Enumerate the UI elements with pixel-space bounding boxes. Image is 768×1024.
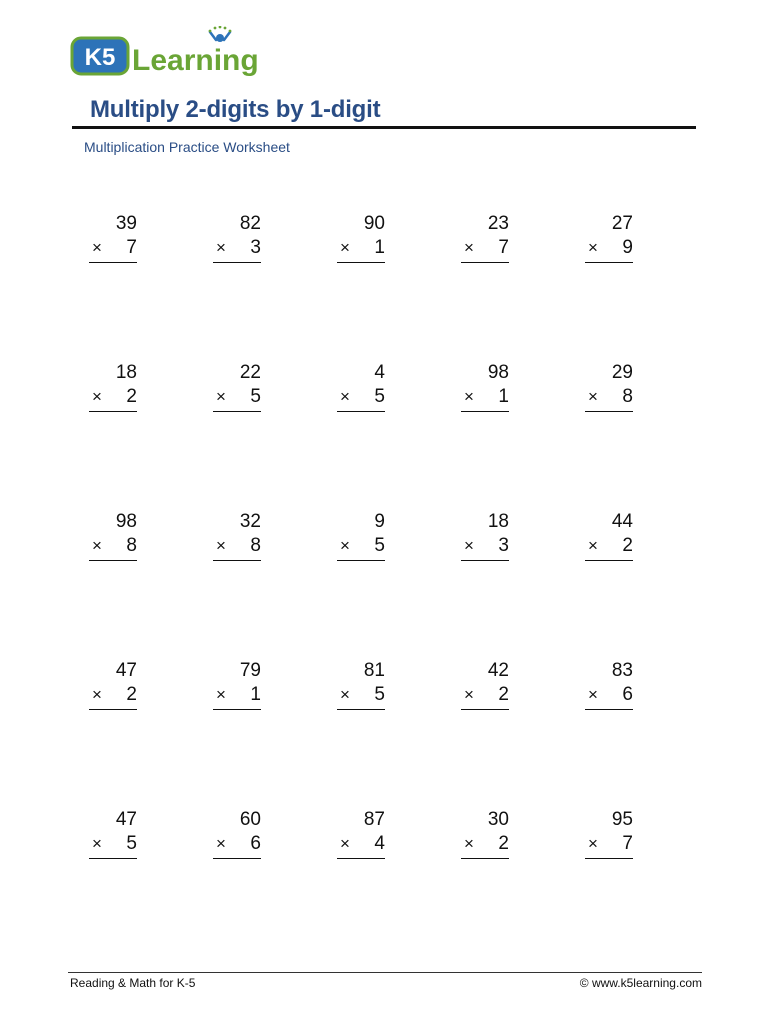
answer-line bbox=[461, 411, 509, 412]
multiplier-line bbox=[337, 534, 385, 558]
multiplicand: 79 bbox=[239, 660, 261, 681]
answer-line bbox=[461, 858, 509, 859]
multiplication-problem bbox=[89, 212, 137, 263]
multiplication-problem bbox=[337, 212, 385, 263]
multiplicand: 27 bbox=[611, 213, 633, 234]
times-sign: × bbox=[216, 536, 226, 555]
multiplication-problem bbox=[213, 659, 261, 710]
times-sign: × bbox=[340, 685, 350, 704]
times-sign: × bbox=[588, 536, 598, 555]
multiplier: 4 bbox=[374, 833, 385, 854]
multiplicand: 98 bbox=[487, 362, 509, 383]
multiplier: 2 bbox=[126, 684, 137, 705]
answer-line bbox=[89, 858, 137, 859]
multiplier-line bbox=[213, 385, 261, 409]
multiplicand: 39 bbox=[115, 213, 137, 234]
answer-line bbox=[461, 560, 509, 561]
answer-line bbox=[461, 709, 509, 710]
multiplicand: 47 bbox=[115, 660, 137, 681]
logo-word-text: Learning bbox=[132, 44, 259, 77]
multiplicand: 90 bbox=[363, 213, 385, 234]
multiplier-line bbox=[461, 385, 509, 409]
multiplication-problem bbox=[213, 808, 261, 859]
multiplicand: 18 bbox=[115, 362, 137, 383]
multiplicand: 60 bbox=[239, 809, 261, 830]
multiplier-line bbox=[337, 236, 385, 260]
multiplier-line bbox=[585, 385, 633, 409]
times-sign: × bbox=[588, 834, 598, 853]
multiplier: 7 bbox=[126, 237, 137, 258]
times-sign: × bbox=[92, 238, 102, 257]
multiplier-line bbox=[337, 385, 385, 409]
answer-line bbox=[337, 411, 385, 412]
multiplicand: 44 bbox=[611, 511, 633, 532]
times-sign: × bbox=[92, 536, 102, 555]
multiplication-problem bbox=[337, 510, 385, 561]
footer-divider bbox=[68, 972, 702, 973]
multiplicand: 18 bbox=[487, 511, 509, 532]
times-sign: × bbox=[340, 238, 350, 257]
multiplier: 5 bbox=[374, 535, 385, 556]
times-sign: × bbox=[92, 685, 102, 704]
answer-line bbox=[213, 262, 261, 263]
answer-line bbox=[213, 411, 261, 412]
times-sign: × bbox=[340, 834, 350, 853]
multiplier-line bbox=[89, 385, 137, 409]
multiplier-line bbox=[585, 236, 633, 260]
multiplication-problem bbox=[461, 361, 509, 412]
multiplicand: 98 bbox=[115, 511, 137, 532]
answer-line bbox=[585, 858, 633, 859]
answer-line bbox=[213, 709, 261, 710]
multiplication-problem bbox=[89, 659, 137, 710]
multiplication-problem bbox=[89, 808, 137, 859]
answer-line bbox=[337, 262, 385, 263]
multiplier-line bbox=[213, 236, 261, 260]
times-sign: × bbox=[340, 536, 350, 555]
times-sign: × bbox=[340, 387, 350, 406]
multiplication-problem bbox=[585, 659, 633, 710]
multiplier-line bbox=[213, 832, 261, 856]
answer-line bbox=[337, 709, 385, 710]
multiplication-problem bbox=[89, 510, 137, 561]
multiplication-problem bbox=[213, 212, 261, 263]
multiplier: 8 bbox=[126, 535, 137, 556]
times-sign: × bbox=[464, 238, 474, 257]
multiplier-line bbox=[337, 832, 385, 856]
multiplicand: 87 bbox=[363, 809, 385, 830]
multiplication-problem bbox=[461, 659, 509, 710]
times-sign: × bbox=[464, 387, 474, 406]
times-sign: × bbox=[216, 387, 226, 406]
footer-tagline: Reading & Math for K-5 bbox=[70, 976, 196, 990]
multiplier: 5 bbox=[126, 833, 137, 854]
multiplier: 3 bbox=[250, 237, 261, 258]
multiplication-problem bbox=[337, 361, 385, 412]
times-sign: × bbox=[588, 685, 598, 704]
multiplier-line bbox=[213, 534, 261, 558]
answer-line bbox=[213, 560, 261, 561]
multiplier-line bbox=[461, 534, 509, 558]
times-sign: × bbox=[216, 685, 226, 704]
answer-line bbox=[585, 560, 633, 561]
multiplication-problem bbox=[585, 212, 633, 263]
times-sign: × bbox=[216, 238, 226, 257]
multiplier: 7 bbox=[622, 833, 633, 854]
times-sign: × bbox=[464, 834, 474, 853]
logo-badge-text: K5 bbox=[84, 44, 116, 71]
multiplicand: 23 bbox=[487, 213, 509, 234]
multiplier: 2 bbox=[498, 833, 509, 854]
multiplier-line bbox=[337, 683, 385, 707]
multiplicand: 4 bbox=[374, 362, 385, 383]
multiplier-line bbox=[585, 832, 633, 856]
multiplier-line bbox=[89, 832, 137, 856]
times-sign: × bbox=[464, 536, 474, 555]
page-title: Multiply 2-digits by 1-digit bbox=[90, 96, 381, 123]
multiplicand: 30 bbox=[487, 809, 509, 830]
multiplier-line bbox=[461, 683, 509, 707]
multiplicand: 81 bbox=[363, 660, 385, 681]
times-sign: × bbox=[588, 238, 598, 257]
multiplication-problem bbox=[213, 510, 261, 561]
answer-line bbox=[89, 411, 137, 412]
times-sign: × bbox=[588, 387, 598, 406]
multiplier: 1 bbox=[498, 386, 509, 407]
multiplier: 5 bbox=[374, 684, 385, 705]
multiplier: 3 bbox=[498, 535, 509, 556]
multiplier-line bbox=[213, 683, 261, 707]
multiplier: 2 bbox=[622, 535, 633, 556]
multiplicand: 9 bbox=[374, 511, 385, 532]
multiplier-line bbox=[461, 236, 509, 260]
multiplicand: 47 bbox=[115, 809, 137, 830]
times-sign: × bbox=[464, 685, 474, 704]
times-sign: × bbox=[216, 834, 226, 853]
multiplier: 6 bbox=[250, 833, 261, 854]
answer-line bbox=[89, 709, 137, 710]
multiplication-problem bbox=[461, 212, 509, 263]
answer-line bbox=[461, 262, 509, 263]
multiplication-problem bbox=[337, 808, 385, 859]
multiplicand: 42 bbox=[487, 660, 509, 681]
answer-line bbox=[585, 262, 633, 263]
multiplier: 9 bbox=[622, 237, 633, 258]
multiplier-line bbox=[89, 683, 137, 707]
answer-line bbox=[337, 560, 385, 561]
answer-line bbox=[213, 858, 261, 859]
multiplier: 6 bbox=[622, 684, 633, 705]
multiplication-problem bbox=[585, 808, 633, 859]
times-sign: × bbox=[92, 834, 102, 853]
multiplication-problem bbox=[585, 510, 633, 561]
page-subtitle: Multiplication Practice Worksheet bbox=[84, 139, 290, 155]
answer-line bbox=[585, 709, 633, 710]
multiplicand: 32 bbox=[239, 511, 261, 532]
answer-line bbox=[89, 262, 137, 263]
footer-website: © www.k5learning.com bbox=[579, 976, 702, 990]
multiplier-line bbox=[461, 832, 509, 856]
multiplier: 5 bbox=[250, 386, 261, 407]
multiplier-line bbox=[585, 534, 633, 558]
multiplication-problem bbox=[337, 659, 385, 710]
times-sign: × bbox=[92, 387, 102, 406]
multiplier: 2 bbox=[498, 684, 509, 705]
multiplication-problem bbox=[461, 808, 509, 859]
multiplicand: 29 bbox=[611, 362, 633, 383]
multiplicand: 22 bbox=[239, 362, 261, 383]
multiplier: 5 bbox=[374, 386, 385, 407]
multiplication-problem bbox=[585, 361, 633, 412]
multiplication-problem bbox=[213, 361, 261, 412]
multiplier-line bbox=[89, 236, 137, 260]
multiplicand: 83 bbox=[611, 660, 633, 681]
multiplication-problem bbox=[89, 361, 137, 412]
multiplier: 8 bbox=[250, 535, 261, 556]
multiplier-line bbox=[89, 534, 137, 558]
answer-line bbox=[337, 858, 385, 859]
multiplier: 8 bbox=[622, 386, 633, 407]
answer-line bbox=[585, 411, 633, 412]
multiplier: 1 bbox=[374, 237, 385, 258]
multiplicand: 82 bbox=[239, 213, 261, 234]
multiplier-line bbox=[585, 683, 633, 707]
multiplication-problem bbox=[461, 510, 509, 561]
multiplier: 7 bbox=[498, 237, 509, 258]
multiplicand: 95 bbox=[611, 809, 633, 830]
multiplier: 1 bbox=[250, 684, 261, 705]
multiplier: 2 bbox=[126, 386, 137, 407]
answer-line bbox=[89, 560, 137, 561]
